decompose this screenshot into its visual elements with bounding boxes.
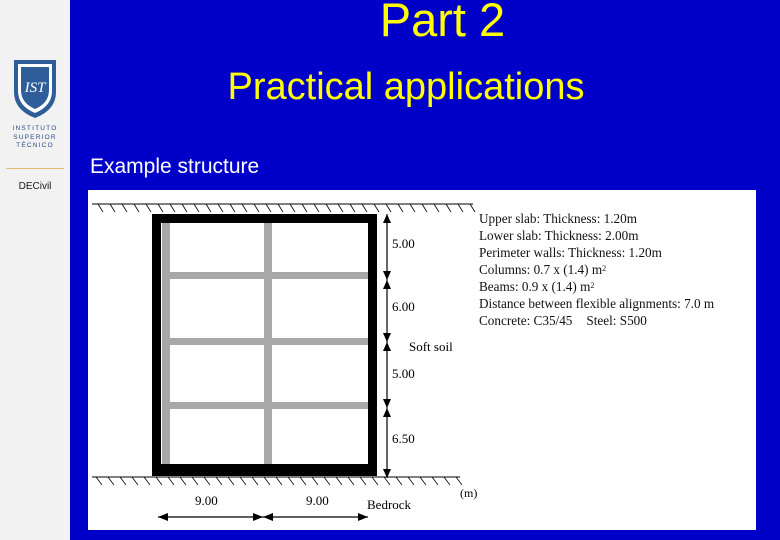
- storey-height-1: 5.00: [392, 236, 415, 251]
- bay-width-2: 9.00: [306, 493, 329, 508]
- storey-height-2: 6.00: [392, 299, 415, 314]
- ist-shield-logo: [12, 58, 58, 120]
- arrowhead-right: [358, 513, 368, 521]
- arrowhead-up: [383, 214, 391, 223]
- department-label: DECivil: [18, 181, 52, 192]
- spec-upper-slab: Upper slab: Thickness: 1.20m: [479, 211, 637, 226]
- bedrock-label: Bedrock: [367, 497, 412, 512]
- institution-line-1: INSTITUTO: [12, 125, 58, 132]
- slide-subtitle: Practical applications: [227, 66, 585, 108]
- institution-name: [0, 125, 70, 151]
- arrowhead-up: [383, 280, 391, 289]
- interior-members: [162, 222, 368, 467]
- institution-line-3: TÉCNICO: [16, 142, 54, 149]
- arrowhead-down: [383, 333, 391, 342]
- lower-slab: [152, 464, 377, 476]
- logo-letters: IST: [24, 80, 46, 96]
- bedrock-hatching: [96, 477, 462, 485]
- spec-columns: Columns: 0.7 x (1.4) $m^2$: [479, 262, 607, 277]
- section-heading: Example structure: [90, 155, 260, 178]
- diagram-panel: [88, 190, 756, 530]
- ground-hatching: [98, 204, 475, 212]
- storey-height-3: 5.00: [392, 366, 415, 381]
- slide-title: Part 2: [379, 0, 506, 46]
- structure-specs: [479, 210, 714, 329]
- sidebar-divider: [6, 168, 64, 169]
- arrowhead-left: [158, 513, 168, 521]
- institution-line-2: SUPERIOR: [13, 133, 57, 141]
- storey-height-4: 6.50: [392, 431, 415, 446]
- arrowhead-down: [383, 271, 391, 280]
- soft-soil-label: Soft soil: [409, 339, 453, 354]
- unit-label: (m): [460, 486, 478, 500]
- arrowhead-left: [263, 513, 273, 521]
- beam-level-1: [162, 272, 368, 279]
- bay-width-1: 9.00: [195, 493, 218, 508]
- beam-level-3: [162, 402, 368, 409]
- spec-alignments: Distance between flexible alignments: 7.0 m: [479, 296, 715, 311]
- spec-perimeter-walls: Perimeter walls: Thickness: 1.20m: [479, 245, 662, 260]
- arrowhead-right: [253, 513, 263, 521]
- arrowhead-up: [383, 342, 391, 351]
- spec-beams: Beams: 0.9 x (1.4) $m^2$: [479, 279, 595, 294]
- spec-lower-slab: Lower slab: Thickness: 2.00m: [479, 228, 639, 243]
- arrowhead-down: [383, 399, 391, 408]
- arrowhead-up: [383, 408, 391, 417]
- spec-materials: Concrete: C35/45 Steel: S500: [479, 313, 647, 328]
- beam-level-2: [162, 338, 368, 345]
- sidebar: [0, 0, 70, 540]
